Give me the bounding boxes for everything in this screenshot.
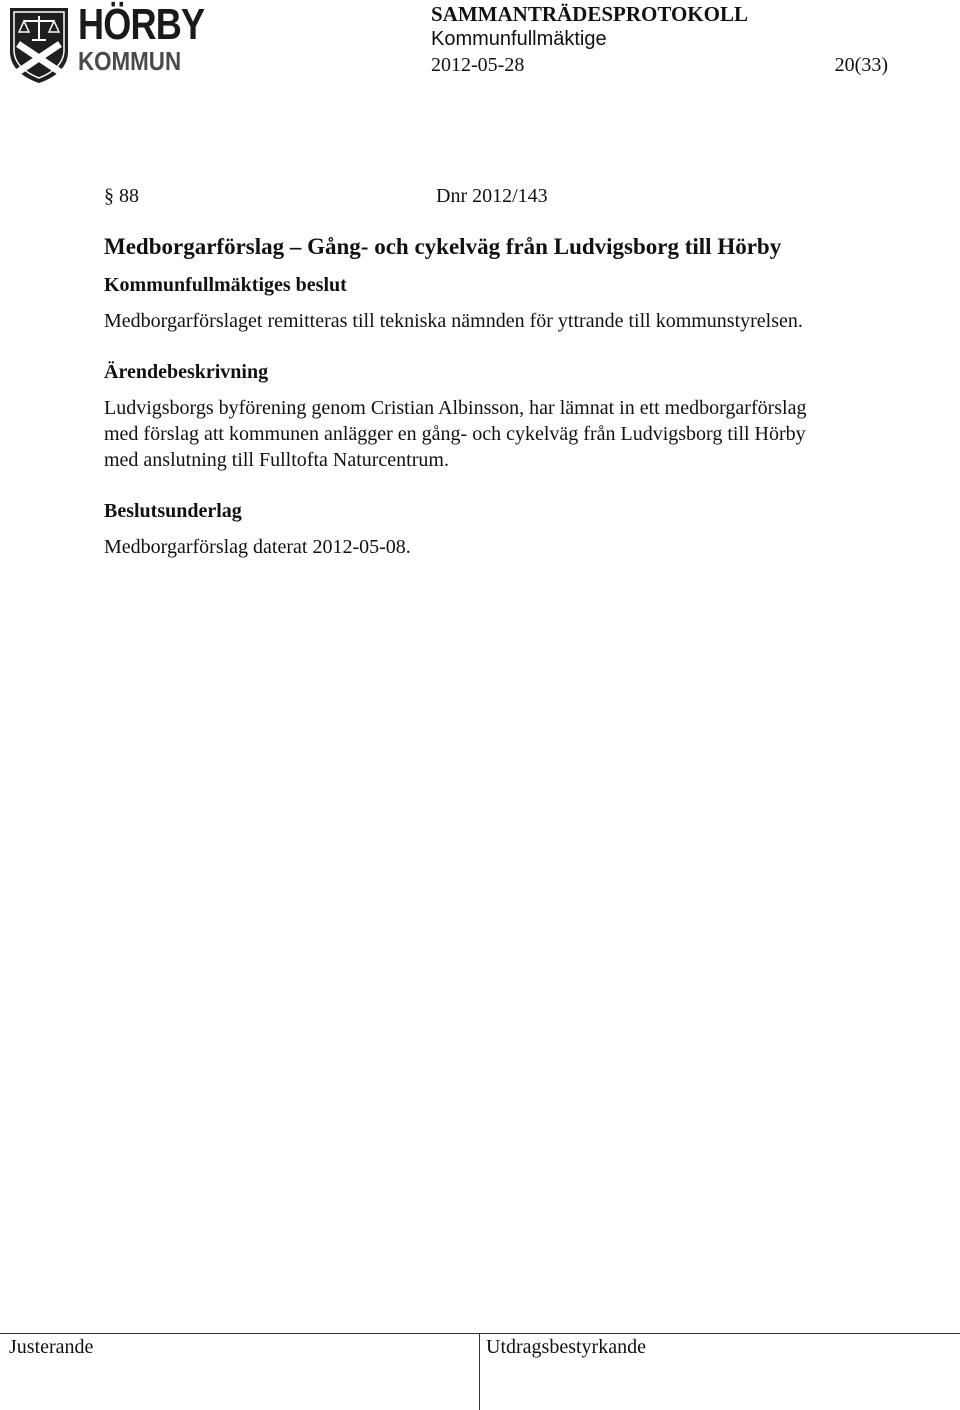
- description-line: Ludvigsborgs byförening genom Cristian Albinsson, har lämnat in ett medborgarförslag: [104, 397, 807, 419]
- paragraph-number: § 88: [104, 185, 139, 207]
- logo-subtitle: KOMMUN: [78, 46, 182, 76]
- footer-divider: [479, 1333, 480, 1410]
- adjuster-label: Justerande: [9, 1336, 94, 1358]
- coat-of-arms-icon: [8, 6, 70, 84]
- footer-rule: [0, 1333, 960, 1334]
- meeting-date: 2012-05-28: [431, 54, 525, 76]
- logo-wordmark: HÖRBY: [78, 0, 205, 49]
- decision-text: Medborgarförslaget remitteras till tekniska nämnden för yttrande till kommunstyrelsen.: [104, 310, 803, 332]
- page-number: 20(33): [834, 54, 888, 76]
- organ-name: Kommunfullmäktige: [431, 28, 607, 50]
- basis-title: Beslutsunderlag: [104, 500, 242, 522]
- item-heading: Medborgarförslag – Gång- och cykelväg från Ludvigsborg till Hörby: [104, 234, 782, 259]
- diary-number: Dnr 2012/143: [436, 185, 548, 207]
- municipality-logo: [8, 0, 205, 84]
- decision-title: Kommunfullmäktiges beslut: [104, 274, 347, 296]
- description-line: med anslutning till Fulltofta Naturcentrum.: [104, 449, 449, 471]
- document-type: SAMMANTRÄDESPROTOKOLL: [431, 2, 748, 26]
- description-title: Ärendebeskrivning: [104, 361, 269, 383]
- extract-certification-label: Utdragsbestyrkande: [486, 1336, 646, 1358]
- description-line: med förslag att kommunen anlägger en gång- och cykelväg från Ludvigsborg till Hörby: [104, 423, 806, 445]
- description-text: [104, 395, 904, 473]
- basis-text: Medborgarförslag daterat 2012-05-08.: [104, 536, 411, 558]
